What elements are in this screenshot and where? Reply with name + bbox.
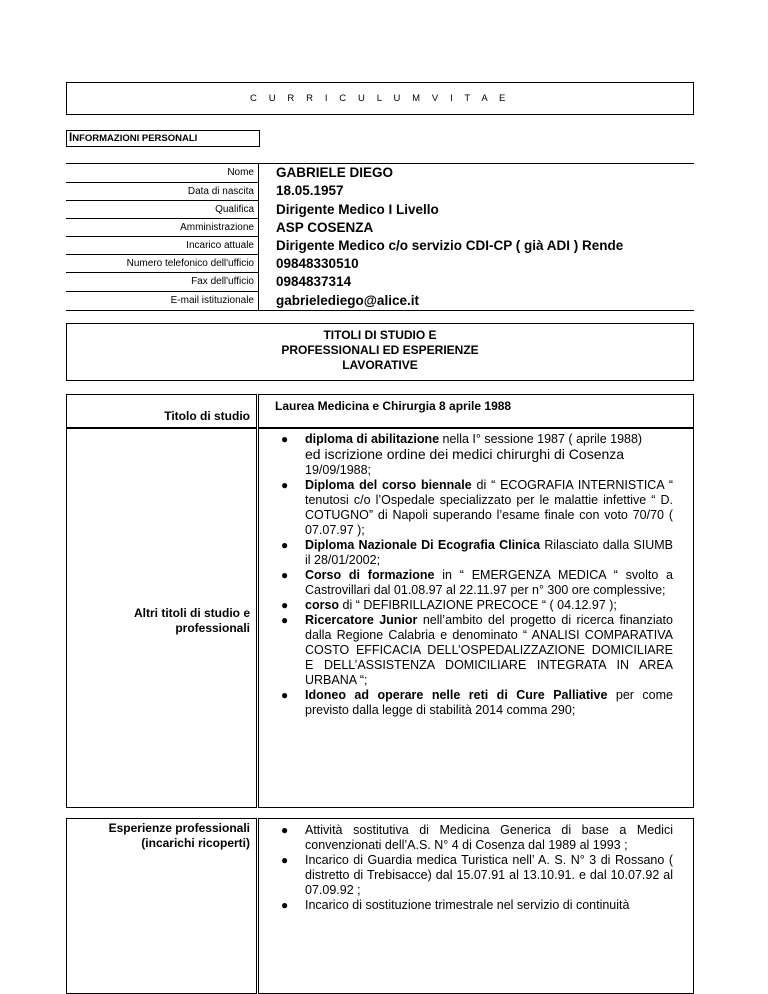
label-nome: Nome (227, 167, 254, 178)
personal-info-heading (66, 130, 260, 147)
label-telefono: Numero telefonico dell'ufficio (126, 258, 254, 269)
row-line (66, 182, 258, 183)
list-item: ● Corso di formazione in “ EMERGENZA MEDICA “ svolto a Castrovillari dal 01.08.97 al 22.11.97 per n° 300 ore complessive; (281, 568, 673, 597)
other-titles-label (134, 606, 250, 636)
row-line (66, 272, 258, 273)
experience-list (275, 823, 673, 913)
experience-cell (258, 818, 694, 994)
list-item: ● diploma di abilitazione nella I° sessione 1987 ( aprile 1988) ed iscrizione ordine dei medici chirurghi di Cosenza 19/09/1988; (281, 432, 643, 477)
heading-initial: I (69, 132, 73, 144)
value-fax: 0984837314 (276, 274, 352, 289)
cv-title: C U R R I C U L U M V I T A E (250, 93, 510, 104)
experience-label-cell (66, 818, 257, 994)
list-item: ● Attività sostitutiva di Medicina Generica di base a Medici convenzionati dell’A.S. N° 4 di Cosenza dal 1989 al 1993 ; (281, 823, 673, 852)
label-email: E-mail istituzionale (170, 295, 254, 306)
label-line: professionali (175, 621, 250, 635)
row-line (66, 236, 258, 237)
value-nome: GABRIELE DIEGO (276, 165, 394, 180)
study-label-cell (66, 394, 257, 428)
label-qualifica: Qualifica (215, 204, 254, 215)
value-qualifica: Dirigente Medico I Livello (276, 202, 439, 217)
other-titles-list (275, 432, 673, 718)
label-line: Esperienze professionali (108, 821, 250, 835)
section-heading-line: PROFESSIONALI ED ESPERIENZE (281, 343, 479, 357)
heading-rest: NFORMAZIONI PERSONALI (72, 133, 198, 144)
experience-label (109, 821, 250, 851)
column-divider (258, 163, 259, 311)
label-line: Altri titoli di studio e (134, 606, 250, 620)
label-fax: Fax dell'ufficio (191, 276, 254, 287)
value-data-nascita: 18.05.1957 (276, 183, 344, 198)
other-titles-label-cell (66, 428, 257, 808)
list-item: ● Diploma Nazionale Di Ecografia Clinica Rilasciato dalla SIUMB il 28/01/2002; (281, 538, 673, 567)
study-label: Titolo di studio (164, 409, 250, 423)
study-value: Laurea Medicina e Chirurgia 8 aprile 1988 (275, 399, 512, 413)
row-line (66, 254, 258, 255)
section-heading-line: TITOLI DI STUDIO E (323, 328, 437, 342)
list-item: ● Diploma del corso biennale di “ ECOGRAFIA INTERNISTICA “ tenutosi c/o l’Ospedale specializzato per le malattie infettive “ D. COTUGNO” di Napoli superando l’esame finale con voto 70/70 ( 07.07.97 ); (281, 478, 673, 537)
other-titles-cell (258, 428, 694, 808)
value-amministrazione: ASP COSENZA (276, 220, 374, 235)
row-line (66, 200, 258, 201)
label-data-nascita: Data di nascita (187, 186, 254, 197)
value-email: gabrielediego@alice.it (276, 293, 419, 308)
list-item: ● Incarico di Guardia medica Turistica nell’ A. S. N° 3 di Rossano ( distretto di Trebisacce) dal 15.07.91 al 13.10.91. e dal 10.07.92 al 07.09.92 ; (281, 853, 673, 897)
study-value-cell (258, 394, 694, 428)
row-line (66, 310, 694, 311)
row-line (66, 218, 258, 219)
list-item: ● Ricercatore Junior nell’ambito del progetto di ricerca finanziato dalla Regione Calabria e denominato “ ANALISI COMPARATIVA COSTO EFFICACIA DELL’OSPEDALIZZAZIONE DOMICILIARE E DELL’ASSISTENZA DOMICILIARE INTEGRATA IN AREA URBANA “; (281, 613, 673, 687)
value-telefono: 09848330510 (276, 256, 359, 271)
section-heading-line: LAVORATIVE (342, 358, 418, 372)
titles-section-heading (66, 323, 694, 381)
label-incarico: Incarico attuale (186, 240, 254, 251)
cv-title-box (66, 82, 694, 115)
row-line (66, 291, 258, 292)
label-line: (incarichi ricoperti) (141, 836, 250, 850)
label-amministrazione: Amministrazione (180, 222, 254, 233)
list-item: ● corso di “ DEFIBRILLAZIONE PRECOCE “ ( 04.12.97 ); (281, 598, 617, 612)
value-incarico: Dirigente Medico c/o servizio CDI-CP ( già ADI ) Rende (276, 238, 624, 253)
list-item: ● Idoneo ad operare nelle reti di Cure Palliative per come previsto dalla legge di stabilità 2014 comma 290; (281, 688, 673, 717)
list-item: ● Incarico di sostituzione trimestrale nel servizio di continuità (281, 898, 630, 912)
